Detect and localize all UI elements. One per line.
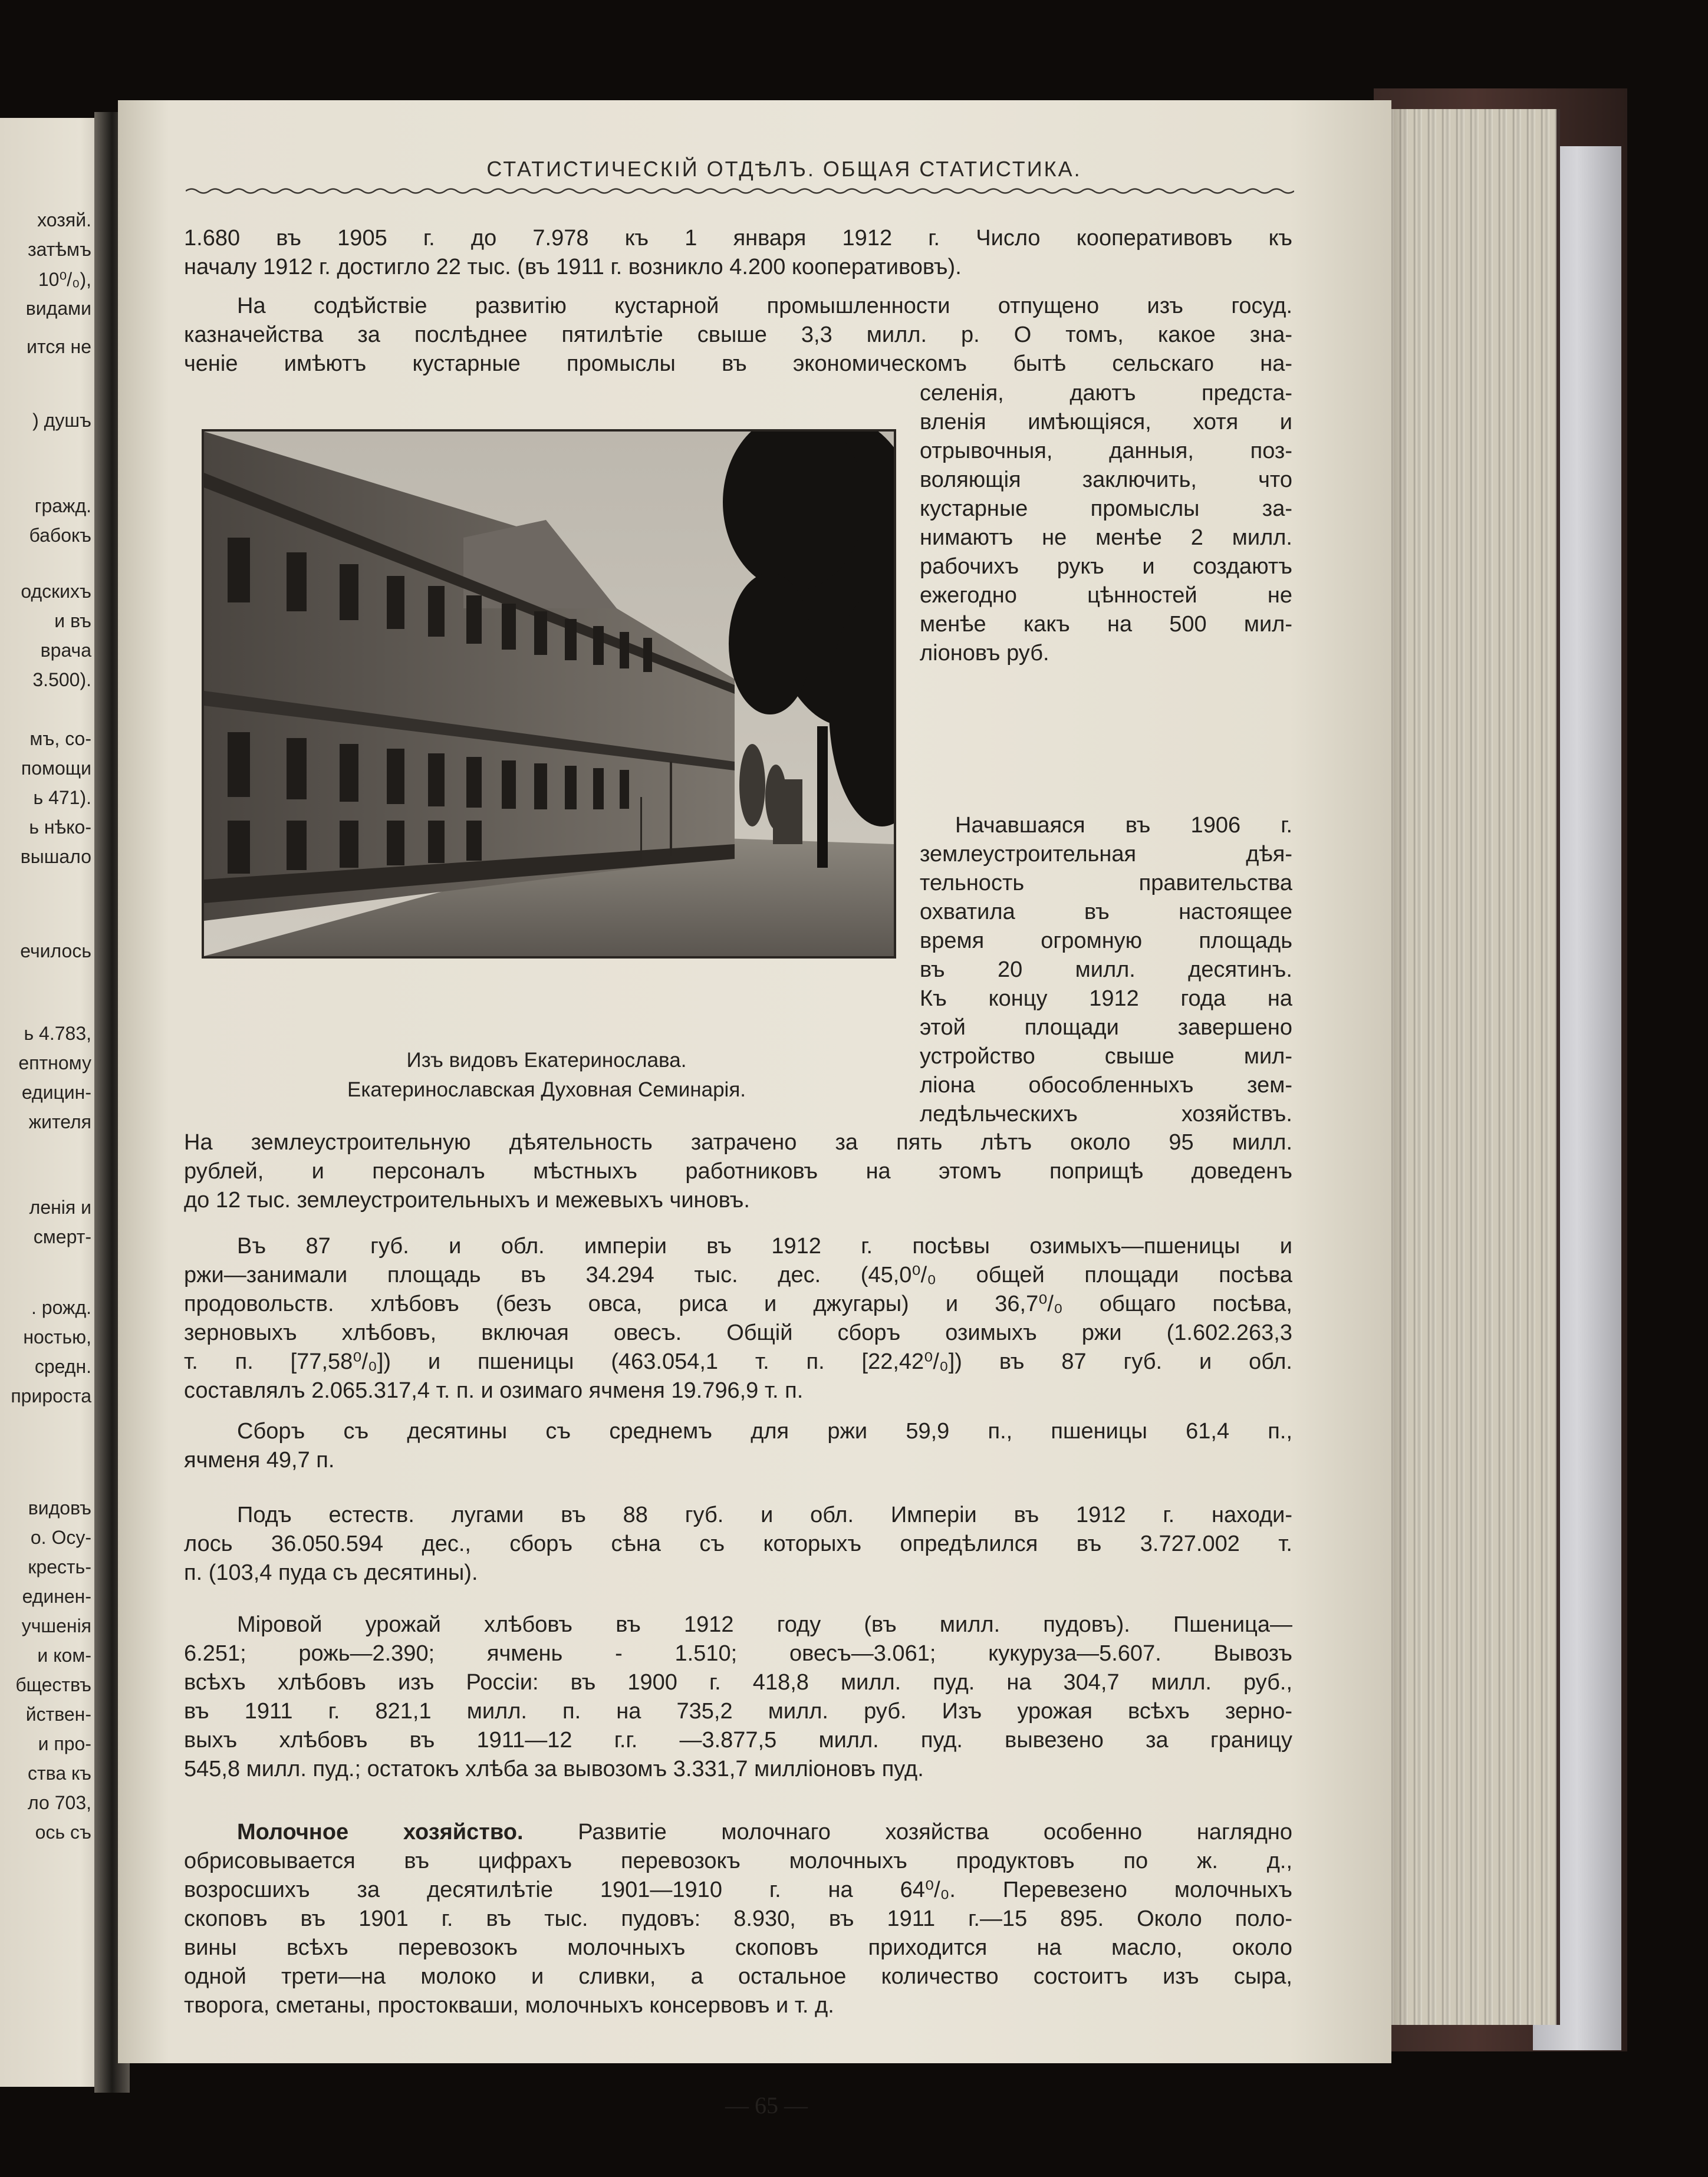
text-line: одной трети—на молоко и сливки, а остальное количество состоитъ изъ сыра,: [184, 1964, 1292, 1989]
left-page-text-fragment: ептному: [18, 1052, 91, 1073]
text-line: отрывочныя, данныя, поз-: [920, 439, 1292, 463]
left-page-text-fragment: гражд.: [34, 495, 91, 516]
left-page-text-fragment: ь 4.783,: [24, 1023, 91, 1044]
text-line: ледѣльческихъ хозяйствъ.: [920, 1102, 1292, 1127]
left-page-text-fragment: ностью,: [23, 1326, 91, 1348]
left-page-text-fragment: бабокъ: [29, 525, 91, 546]
text-line: казначейства за послѣднее пятилѣтіе свыше 3,3 милл. р. О томъ, какое зна-: [184, 322, 1292, 347]
text-line: селенія, даютъ предста-: [920, 381, 1292, 406]
text-line: менѣе какъ на 500 мил-: [920, 612, 1292, 637]
text-line: этой площади завершено: [920, 1015, 1292, 1040]
text-line: началу 1912 г. достигло 22 тыс. (въ 1911 г. возникло 4.200 кооперативовъ).: [184, 255, 962, 279]
text-line: рублей, и персоналъ мѣстныхъ работниковъ на этомъ поприщѣ доведенъ: [184, 1159, 1292, 1184]
text-line: ежегодно цѣнностей не: [920, 583, 1292, 608]
text-line: 6.251; рожь—2.390; ячмень - 1.510; овесъ—3.061; кукуруза—5.607. Вывозъ: [184, 1641, 1292, 1666]
text-line: Начавшаяся въ 1906 г.: [955, 813, 1292, 838]
text-line: продовольств. хлѣбовъ (безъ овса, риса и джугары) и 36,7⁰/₀ общаго посѣва,: [184, 1292, 1292, 1316]
text-line: Къ концу 1912 года на: [920, 986, 1292, 1011]
left-page-text-fragment: и про-: [38, 1733, 91, 1754]
left-page-text-fragment: кресть-: [28, 1556, 91, 1577]
left-page-text-fragment: йствен-: [25, 1704, 91, 1725]
text-line: выхъ хлѣбовъ въ 1911—12 г.г. —3.877,5 милл. пуд. вывезено за границу: [184, 1728, 1292, 1753]
paragraph-kustar-side: [920, 379, 1292, 668]
text-line: 1.680 въ 1905 г. до 7.978 къ 1 января 1912 г. Число кооперативовъ къ: [184, 226, 1292, 251]
paragraph-sowing: [184, 1232, 1292, 1405]
seminary-photo: [202, 429, 896, 959]
text-line: вленія имѣющіяся, хотя и: [920, 410, 1292, 434]
running-header: СТАТИСТИЧЕСКІЙ ОТДѢЛЪ. ОБЩАЯ СТАТИСТИКА.: [486, 157, 1082, 181]
text-line: кустарные промыслы за-: [920, 496, 1292, 521]
header-wavy-rule: [186, 186, 1294, 196]
left-page-text-fragment: помощи: [21, 757, 91, 779]
text-line: Въ 87 губ. и обл. имперіи въ 1912 г. посѣвы озимыхъ—пшеницы и: [237, 1234, 1292, 1259]
left-page-text-fragment: одскихъ: [21, 581, 91, 602]
text-line: Подъ естеств. лугами въ 88 губ. и обл. Имперіи въ 1912 г. находи-: [237, 1503, 1292, 1527]
text-line: землеустроительная дѣя-: [920, 842, 1292, 867]
left-page-text-fragment: ь нѣко-: [29, 816, 91, 838]
left-page-text-fragment: 10⁰/₀),: [38, 269, 91, 290]
left-page-text-fragment: и ком-: [37, 1645, 91, 1666]
left-page-text-fragment: единен-: [22, 1586, 91, 1607]
text-line: устройство свыше мил-: [920, 1044, 1292, 1069]
left-page-text-fragment: бществъ: [15, 1674, 91, 1695]
text-line: вины всѣхъ перевозокъ молочныхъ скоповъ приходится на масло, около: [184, 1935, 1292, 1960]
text-line: ліона обособленныхъ зем-: [920, 1073, 1292, 1098]
page-number: — 65 —: [725, 2092, 808, 2119]
text-line: ліоновъ руб.: [920, 641, 1049, 666]
left-page-text-fragment: учшенія: [21, 1615, 91, 1636]
text-line: тельность правительства: [920, 871, 1292, 895]
paragraph-dairy: [184, 1818, 1292, 2020]
text-line: до 12 тыс. землеустроительныхъ и межевыхъ чиновъ.: [184, 1188, 750, 1213]
text-line: 545,8 милл. пуд.; остатокъ хлѣба за вывозомъ 3.331,7 милліоновъ пуд.: [184, 1757, 924, 1781]
text-line: нимаютъ не менѣе 2 милл.: [920, 525, 1292, 550]
text-line: Сборъ съ десятины съ среднемъ для ржи 59,9 п., пшеницы 61,4 п.,: [237, 1419, 1292, 1444]
caption-line: Екатеринославская Духовная Семинарія.: [347, 1078, 746, 1101]
text-line: скоповъ въ 1901 г. въ тыс. пудовъ: 8.930, въ 1911 г.—15 895. Около поло-: [184, 1906, 1292, 1931]
section-heading-dairy: Молочное хозяйство.: [237, 1820, 524, 1845]
left-page-text-fragment: ) душъ: [32, 410, 91, 431]
text-line: Міровой урожай хлѣбовъ въ 1912 году (въ милл. пудовъ). Пшеница—: [237, 1612, 1292, 1637]
left-page-text-fragment: ства къ: [28, 1763, 91, 1784]
left-page-text-fragment: видами: [25, 298, 91, 319]
photo-caption: [202, 1046, 891, 1105]
text-fragment: Развитіе молочнаго хозяйства особенно наглядно: [578, 1820, 1292, 1845]
left-page-text-fragment: вышало: [20, 846, 91, 867]
left-page-text-fragment: средн.: [34, 1356, 91, 1377]
left-page-text-fragment: ось съ: [35, 1822, 91, 1843]
text-line: т. п. [77,58⁰/₀]) и пшеницы (463.054,1 т. п. [22,42⁰/₀]) въ 87 губ. и обл.: [184, 1349, 1292, 1374]
text-line: обрисовывается въ цифрахъ перевозокъ молочныхъ продуктовъ по ж. д.,: [184, 1849, 1292, 1873]
text-line: На землеустроительную дѣятельность затрачено за пять лѣтъ около 95 милл.: [184, 1130, 1292, 1155]
left-page-text-fragment: о. Осу-: [30, 1527, 91, 1548]
left-page-text-fragment: едицин-: [21, 1082, 91, 1103]
text-line: воляющія заключить, что: [920, 467, 1292, 492]
left-page-text-fragment: . рожд.: [31, 1297, 91, 1318]
left-page-text-fragment: смерт-: [33, 1226, 91, 1247]
text-line: рабочихъ рукъ и создаютъ: [920, 554, 1292, 579]
left-page-text-fragment: видовъ: [28, 1497, 91, 1519]
left-page-text-fragment: ится не: [27, 336, 91, 357]
left-page-text-fragment: 3.500).: [32, 669, 91, 690]
left-page-text-fragment: хозяй.: [37, 209, 91, 230]
left-page-text-fragment: ечилось: [20, 940, 91, 961]
text-line: въ 20 милл. десятинъ.: [920, 957, 1292, 982]
text-line: лось 36.050.594 дес., сборъ сѣна съ которыхъ опредѣлился въ 3.727.002 т.: [184, 1532, 1292, 1556]
text-line: охватила въ настоящее: [920, 900, 1292, 924]
paragraph-cooperatives: [184, 224, 1292, 282]
left-page-text-fragment: мъ, со-: [29, 728, 91, 749]
text-line: ржи—занимали площадь въ 34.294 тыс. дес. (45,0⁰/₀ общей площади посѣва: [184, 1263, 1292, 1287]
left-page-text-fragment: ленія и: [29, 1197, 91, 1218]
left-page-text-fragment: затѣмъ: [27, 239, 91, 260]
text-line: зерновыхъ хлѣбовъ, включая овесъ. Общій сборъ озимыхъ ржи (1.602.263,3: [184, 1320, 1292, 1345]
text-line: время огромную площадь: [920, 928, 1292, 953]
text-line: На содѣйствіе развитію кустарной промышленности отпущено изъ госуд.: [237, 294, 1292, 318]
text-line: ченіе имѣютъ кустарные промыслы въ экономическомъ бытѣ сельскаго на-: [184, 351, 1292, 376]
text-line: въ 1911 г. 821,1 милл. п. на 735,2 милл. руб. Изъ урожая всѣхъ зерно-: [184, 1699, 1292, 1724]
left-page-text-fragment: ь 471).: [33, 787, 91, 808]
text-line: п. (103,4 пуда съ десятины).: [184, 1560, 478, 1585]
left-page-text-fragment: и въ: [54, 610, 91, 631]
paragraph-land-side: [920, 811, 1292, 1129]
paragraph-land-continuation: [184, 1128, 1292, 1215]
text-line: [184, 1818, 1292, 1847]
text-line: творога, сметаны, простокваши, молочныхъ консервовъ и т. д.: [184, 1993, 834, 2018]
left-page-text-fragment: жителя: [28, 1111, 91, 1132]
left-page-text-fragment: прироста: [11, 1385, 91, 1407]
left-page-text-fragment: врача: [40, 640, 91, 661]
paragraph-kustar: [184, 292, 1292, 378]
text-line: ячменя 49,7 п.: [184, 1448, 335, 1473]
text-line: составлялъ 2.065.317,4 т. п. и озимаго ячменя 19.796,9 т. п.: [184, 1378, 804, 1403]
paragraph-yield: [184, 1417, 1292, 1475]
text-line: возросшихъ за десятилѣтіе 1901—1910 г. на 64⁰/₀. Перевезено молочныхъ: [184, 1878, 1292, 1902]
right-page: [118, 100, 1391, 2119]
paragraph-world-harvest: [184, 1610, 1292, 1784]
paragraph-meadows: [184, 1501, 1292, 1588]
text-line: всѣхъ хлѣбовъ изъ Россіи: въ 1900 г. 418,8 милл. пуд. на 304,7 милл. руб.,: [184, 1670, 1292, 1695]
caption-line: Изъ видовъ Екатеринослава.: [406, 1049, 687, 1072]
left-page-text-fragment: ло 703,: [28, 1792, 91, 1813]
